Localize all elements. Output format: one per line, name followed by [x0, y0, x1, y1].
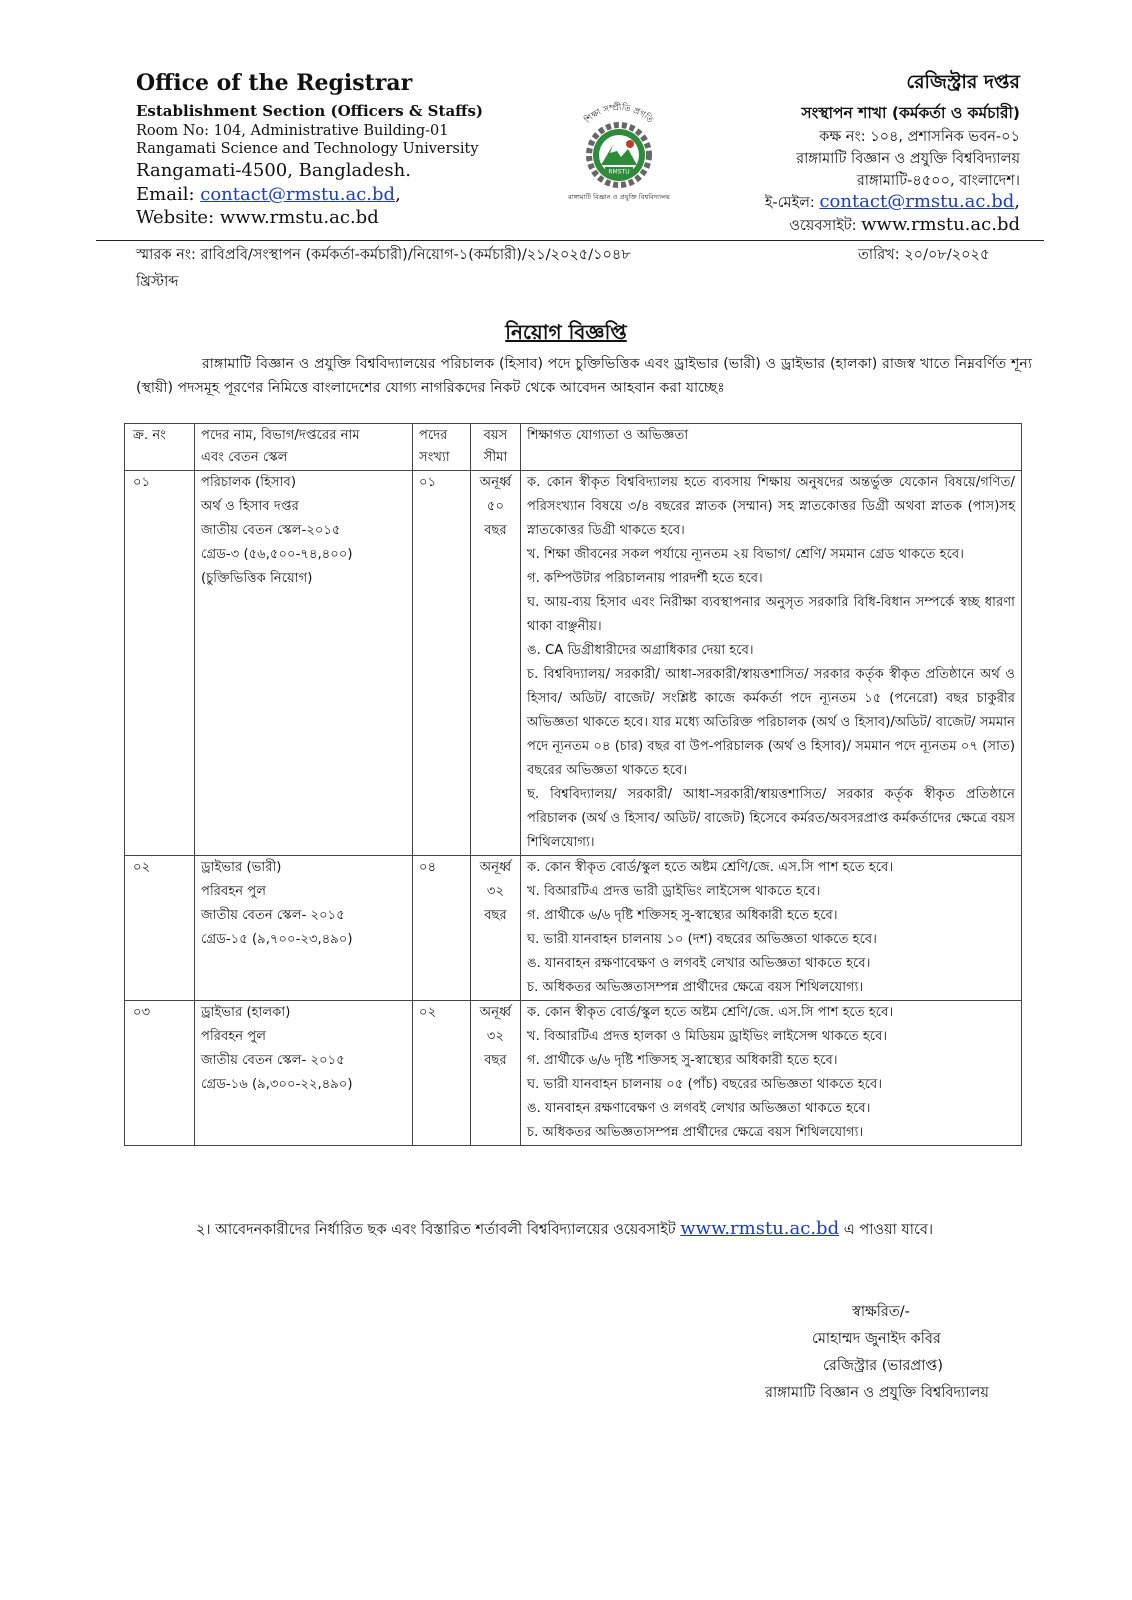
signature-signed: স্বাক্ষরিত/-	[852, 1304, 910, 1320]
memo-ref: স্মারক নং: রাবিপ্রবি/সংস্থাপন (কর্মকর্তা-কর্মচারী)/নিয়োগ-১(কর্মচারী)/২১/২০২৫/১০৪৮	[136, 247, 631, 263]
office-title-bn: রেজিস্ট্রার দপ্তর	[906, 71, 1020, 93]
header-divider	[96, 240, 1044, 241]
section-title-bn: সংস্থাপন শাখা (কর্মকর্তা ও কর্মচারী)	[801, 104, 1020, 122]
notice-title: নিয়োগ বিজ্ঞপ্তি	[505, 320, 627, 344]
university-line: Rangamati Science and Technology University	[136, 141, 479, 157]
header-age: বয়স সীমা	[471, 424, 521, 471]
header-requirements: শিক্ষাগত যোগ্যতা ও অভিজ্ঞতা	[521, 424, 1022, 471]
footer-website-link[interactable]: www.rmstu.ac.bd	[680, 1218, 840, 1239]
footer-note: ২। আবেদনকারীদের নির্ধারিত ছক এবং বিস্তারিত শর্তাবলী বিশ্ববিদ্যালয়ের ওয়েবসাইট www.rmstu.ac.bd এ পাওয়া যাবে।	[196, 1218, 934, 1239]
room-line-bn: কক্ষ নং: ১০৪, প্রশাসনিক ভবন-০১	[819, 129, 1020, 145]
header-sl: ক্র. নং	[125, 424, 195, 471]
row-age: অনূর্ধ্ব ৩২ বছর	[471, 856, 521, 1001]
row-age: অনূর্ধ্ব ৩২ বছর	[471, 1001, 521, 1146]
table-header-row	[125, 424, 1022, 471]
table-row	[125, 1001, 1022, 1146]
email-label-bn: ই-মেইল:	[764, 195, 820, 211]
table-row	[125, 471, 1022, 856]
email-link[interactable]: contact@rmstu.ac.bd	[200, 184, 396, 205]
row-sl: ০১	[125, 471, 195, 856]
row-post: ড্রাইভার (ভারী) পরিবহন পুল জাতীয় বেতন স্কেল- ২০১৫ গ্রেড-১৫ (৯,৭০০-২৩,৪৯০)	[195, 856, 413, 1001]
row-requirements: ক. কোন স্বীকৃত বোর্ড/স্কুল হতে অষ্টম শ্রেণি/জে. এস.সি পাশ হতে হবে। খ. বিআরটিএ প্রদত্ত হালকা ও মিডিয়ম ড্রাইভিং লাইসেন্স থাকতে হবে। গ. প্রার্থীকে ৬/৬ দৃষ্টি শক্তিসহ সু-স্বাস্থ্যের অধিকারী হতে হবে। ঘ. ভারী যানবাহন চালনায় ০৫ (পাঁচ) বছরের অভিজ্ঞতা থাকতে হবে। ঙ. যানবাহন রক্ষণাবেক্ষণ ও লগবই লেখার অভিজ্ঞতা থাকতে হবে। চ. অধিকতর অভিজ্ঞতাসম্পন্ন প্রার্থীদের ক্ষেত্রে বয়স শিথিলযোগ্য।	[521, 1001, 1022, 1146]
website-url-bn[interactable]: www.rmstu.ac.bd	[861, 214, 1020, 235]
row-count: ০২	[413, 1001, 471, 1146]
row-sl: ০৩	[125, 1001, 195, 1146]
row-requirements: ক. কোন স্বীকৃত বোর্ড/স্কুল হতে অষ্টম শ্রেণি/জে. এস.সি পাশ হতে হবে। খ. বিআরটিএ প্রদত্ত ভারী ড্রাইভিং লাইসেন্স থাকতে হবে। গ. প্রার্থীকে ৬/৬ দৃষ্টি শক্তিসহ সু-স্বাস্থ্যের অধিকারী হতে হবে। ঘ. ভারী যানবাহন চালনায় ১০ (দশ) বছরের অভিজ্ঞতা থাকতে হবে। ঙ. যানবাহন রক্ষণাবেক্ষণ ও লগবই লেখার অভিজ্ঞতা থাকতে হবে। চ. অধিকতর অভিজ্ঞতাসম্পন্ন প্রার্থীদের ক্ষেত্রে বয়স শিথিলযোগ্য।	[521, 856, 1022, 1001]
university-line-bn: রাঙ্গামাটি বিজ্ঞান ও প্রযুক্তি বিশ্ববিদ্যালয়	[796, 151, 1020, 167]
room-line: Room No: 104, Administrative Building-01	[136, 123, 449, 139]
signature-name: মোহাম্মদ জুনাইদ কবির	[812, 1331, 941, 1347]
signature-designation: রেজিস্ট্রার (ভারপ্রাপ্ত)	[823, 1358, 944, 1374]
website-line: Website: www.rmstu.ac.bd	[136, 207, 379, 228]
email-line	[136, 183, 401, 206]
notice-intro: রাঙ্গামাটি বিজ্ঞান ও প্রযুক্তি বিশ্ববিদ্যালয়ের পরিচালক (হিসাব) পদে চুক্তিভিত্তিক এবং ড্রাইভার (ভারী) ও ড্রাইভার (হালকা) রাজস্ব খাতে নিম্নবর্ণিত শূন্য (স্থায়ী) পদসমূহ পূরণের নিমিত্তে বাংলাদেশের যোগ্য নাগরিকদের নিকট থেকে আবেদন আহবান করা যাচ্ছেঃ	[136, 356, 1032, 396]
email-suffix: ,	[395, 184, 401, 205]
address-line: Rangamati-4500, Bangladesh.	[136, 160, 411, 181]
header-post: পদের নাম, বিভাগ/দপ্তরের নাম এবং বেতন স্কেল	[195, 424, 413, 471]
email-link-bn[interactable]: contact@rmstu.ac.bd	[819, 191, 1015, 212]
row-post: পরিচালক (হিসাব) অর্থ ও হিসাব দপ্তর জাতীয় বেতন স্কেল-২০১৫ গ্রেড-৩ (৫৬,৫০০-৭৪,৪০০) (চুক্তিভিত্তিক নিয়োগ)	[195, 471, 413, 856]
memo-date: তারিখ: ২০/০৮/২০২৫	[858, 247, 990, 263]
section-title: Establishment Section (Officers & Staffs)	[136, 102, 484, 120]
seal-caption: রাঙ্গামাটি বিজ্ঞান ও প্রযুক্তি বিশ্ববিদ্যালয়	[568, 193, 670, 201]
row-requirements: ক. কোন স্বীকৃত বিশ্ববিদ্যালয় হতে ব্যবসায় শিক্ষায় অনুষদের অন্তর্ভুক্ত যেকোন বিষয়ে/গণিত/পরিসংখ্যান বিষয়ে ৩/৪ বছরের স্নাতক (সম্মান) সহ স্নাতকোত্তর ডিগ্রী অথবা স্নাতক (পাস)সহ স্নাতকোত্তর ডিগ্রী থাকতে হবে। খ. শিক্ষা জীবনের সকল পর্যায়ে ন্যূনতম ২য় বিভাগ/ শ্রেণি/ সমমান গ্রেড থাকতে হবে। গ. কম্পিউটার পরিচালনায় পারদর্শী হতে হবে। ঘ. আয়-ব্যয় হিসাব এবং নিরীক্ষা ব্যবস্থাপনার অনুসৃত সরকারি বিধি-বিধান সম্পর্কে স্বচ্ছ ধারণা থাকা বাঞ্ছনীয়। ঙ. CA ডিগ্রীধারীদের অগ্রাধিকার দেয়া হবে। চ. বিশ্ববিদ্যালয়/ সরকারী/ আধা-সরকারী/স্বায়ত্তশাসিত/ সরকার কর্তৃক স্বীকৃত প্রতিষ্ঠানে অর্থ ও হিসাব/ অডিট/ বাজেট/ সংশ্লিষ্ট কাজে কর্মকর্তা পদে ন্যূনতম ১৫ (পনেরো) বছর চাকুরীর অভিজ্ঞতা থাকতে হবে। যার মধ্যে অতিরিক্ত পরিচালক (অর্থ ও হিসাব)/অডিট/ বাজেট/ সমমান পদে ন্যূনতম ০৪ (চার) বছর বা উপ-পরিচালক (অর্থ ও হিসাব)/ সমমান পদে ন্যূনতম ০৭ (সাত) বছরের অভিজ্ঞতা থাকতে হবে। ছ. বিশ্ববিদ্যালয়/ সরকারী/ আধা-সরকারী/স্বায়ত্তশাসিত/ সরকার কর্তৃক স্বীকৃত প্রতিষ্ঠানে পরিচালক (অর্থ ও হিসাব/ অডিট/ বাজেট) হিসেবে কর্মরত/অবসরপ্রাপ্ত কর্মকর্তাদের ক্ষেত্রে বয়স শিথিলযোগ্য।	[521, 471, 1022, 856]
website-label-bn: ওয়েবসাইট:	[789, 218, 862, 234]
row-age: অনূর্ধ্ব ৫০ বছর	[471, 471, 521, 856]
website-line-bn	[789, 213, 1020, 239]
table-row	[125, 856, 1022, 1001]
email-label: Email:	[136, 184, 201, 205]
header-count: পদের সংখ্যা	[413, 424, 471, 471]
seal-motto: শিক্ষা সম্প্রীতি প্রগতি	[583, 102, 655, 126]
address-line-bn: রাঙ্গামাটি-৪৫০০, বাংলাদেশ।	[856, 173, 1020, 189]
office-title: Office of the Registrar	[136, 70, 413, 96]
memo-date-suffix: খ্রিস্টাব্দ	[136, 274, 179, 290]
seal-badge: RMSTU	[608, 168, 630, 176]
university-seal-icon	[560, 95, 678, 205]
row-sl: ০২	[125, 856, 195, 1001]
row-count: ০৪	[413, 856, 471, 1001]
row-post: ড্রাইভার (হালকা) পরিবহন পুল জাতীয় বেতন স্কেল- ২০১৫ গ্রেড-১৬ (৯,৩০০-২২,৪৯০)	[195, 1001, 413, 1146]
signature-university: রাঙ্গামাটি বিজ্ঞান ও প্রযুক্তি বিশ্ববিদ্যালয়	[765, 1385, 989, 1401]
jobs-table	[124, 423, 1022, 1146]
email-suffix-bn: ,	[1014, 191, 1020, 212]
row-count: ০১	[413, 471, 471, 856]
